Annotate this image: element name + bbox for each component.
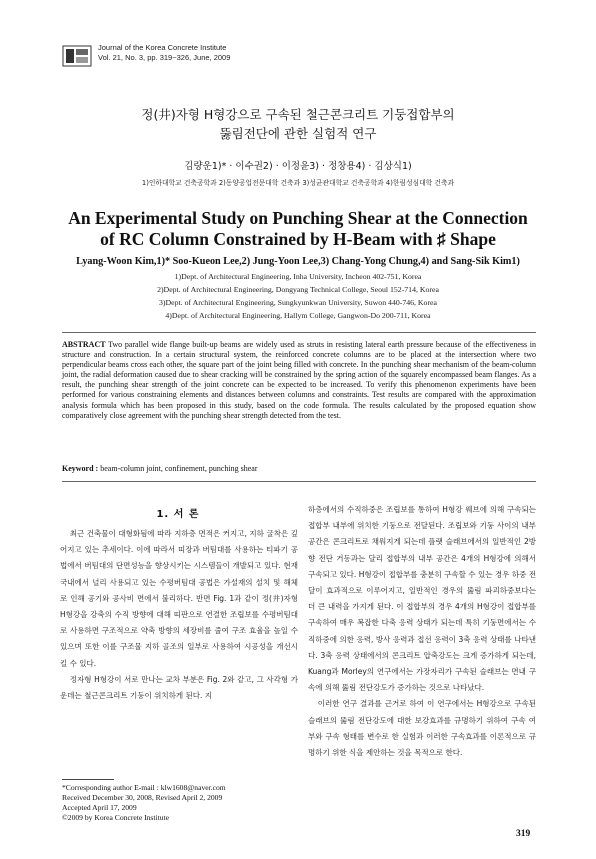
keywords bbox=[62, 464, 536, 473]
korean-title-line2: 뚫림전단에 관한 실험적 연구 bbox=[219, 126, 377, 141]
footnote-corresponding: *Corresponding author E-mail : klw1608@naver.com bbox=[62, 783, 226, 792]
paragraph: 이러한 연구 결과를 근거로 하여 이 연구에서는 H형강으로 구속된 슬래브의 뚫림 전단강도에 대한 보강효과를 규명하기 위하여 구속 여부와 구속 형태를 변수로 한 실험과 이러한 구속효과를 이론적으로 규명하기 위한 식을 제안하는 것을 목적으로 한다. bbox=[308, 699, 536, 758]
body-left-column bbox=[60, 526, 298, 704]
english-affiliation-1: 1)Dept. of Architectural Engineering, Inha University, Incheon 402-751, Korea bbox=[174, 272, 422, 281]
footnotes bbox=[62, 783, 302, 823]
paragraph: 하층에서의 수직하중은 조립보를 통하여 H형강 웨브에 의해 구속되는 접합부 내부에 위치한 기둥으로 전달된다. 조립보와 기둥 사이의 내부 공간은 콘크리트로 채워지게 되는데 플랫 슬래브에서의 일반적인 2방향 전단 거동과는 달리 접합부의 내부 공간은 4개의 H형강에 의해서 구속되고 있다. H형강이 접합부를 충분히 구속할 수 있는 경우 하중 전달이 효과적으로 이루어지고, 일반적인 경우의 뚫림 파괴하중보다는 더 큰 내력을 가지게 된다. 이 접합부의 경우 4개의 H형강이 접합부를 구속하여 매우 복잡한 다축 응력 상태가 되는데 특히 기둥면에서는 수직하중에 의한 응력, 방사 응력과 접선 응력이 3축 응력 상태를 나타낸다. 3축 응력 상태에서의 콘크리트 압축강도는 크게 증가하게 되는데, Kuang과 Morley의 연구에서는 가장자리가 구속된 슬래브는 면내 구속에 의해 뚫림 전단강도가 증가하는 것으로 나타났다. bbox=[308, 505, 536, 693]
footnote-copyright: ©2009 by Korea Concrete Institute bbox=[62, 813, 169, 822]
english-title-line1: An Experimental Study on Punching Shear at the Connection bbox=[68, 208, 528, 228]
english-authors: Lyang-Woon Kim,1)* Soo-Kueon Lee,2) Jung-Yoon Lee,3) Chang-Yong Chung,4) and Sang-Sik Kim1) bbox=[76, 256, 520, 267]
journal-name: Journal of the Korea Concrete Institute bbox=[98, 43, 227, 52]
korean-authors: 김량운1)* · 이수권2) · 이정윤3) · 정창용4) · 김상식1) bbox=[184, 161, 412, 172]
abstract-top-rule bbox=[62, 332, 536, 333]
keywords-text: beam-column joint, confinement, punching shear bbox=[100, 464, 258, 473]
kci-logo-icon bbox=[62, 45, 92, 67]
footnote-received: Received December 30, 2008, Revised April 2, 2009 bbox=[62, 793, 223, 802]
abstract-text: Two parallel wide flange built-up beams are widely used as struts in resisting lateral earth pressure because of the effectiveness in structure and construction. In a certain structural system, the reinforced concrete columns are to be placed at the intersection where two perpendicular beams cross each other, the square part of the joint being filled with concrete. In the punching shear mechanism of the beam-column joint, the radial deformation caused due to shear cracking will be constrained by the spring action of the squarely encompassed beam flanges. As a result, the punching shear strength of the joint concrete can be expected to be increased. To verify this phenomenon experiments have been performed for various constraining elements and distances between columns and constraints. Test results are compared with the approximation analysis formula which has been proposed in this study, based on the code formula. The results calculated by the proposed equation show comparatively close agreement with the punching shear strength detected from the test. bbox=[62, 340, 536, 420]
journal-issue: Vol. 21, No. 3, pp. 319~326, June, 2009 bbox=[98, 53, 231, 62]
english-affiliation-4: 4)Dept. of Architectural Engineering, Hallym College, Gangwon-Do 200-711, Korea bbox=[165, 311, 431, 320]
page-number: 319 bbox=[516, 829, 531, 839]
english-title-line2: of RC Column Constrained by H-Beam with ♯ Shape bbox=[100, 229, 496, 249]
body-right-column bbox=[308, 502, 536, 761]
korean-affiliations: 1)인하대학교 건축공학과 2)동양공업전문대학 건축과 3)성균관대학교 건축공학과 4)한림성심대학 건축과 bbox=[141, 179, 455, 187]
paragraph: 최근 건축물이 대형화됨에 따라 지하층 면적은 커지고, 지하 굴착은 깊어지고 있는 추세이다. 이에 따라서 띠장과 버팀대를 사용하는 티파기 공법에서 버팀대의 단면성능을 향상시키는 시스템들이 개발되고 있다. 현재 국내에서 널리 사용되고 있는 수평버팀대 공법은 가설재의 설치 및 해체로 인해 공기와 공사비 면에서 불리하다. 반면 Fig. 1과 같이 정(井)자형 H형강을 강축의 수직 방향에 대해 띠판으로 연결한 조립보를 수평버팀대로 사용하면 구조적으로 약축 방향의 세장비를 줄여 구조 효율을 높일 수 있으며 또한 이를 구조물 지하 골조의 일부로 사용하여 시공성을 개선시킬 수 있다. bbox=[60, 529, 298, 668]
footnote-accepted: Accepted April 17, 2009 bbox=[62, 803, 137, 812]
paragraph: 정자형 H형강이 서로 만나는 교차 부분은 Fig. 2와 같고, 그 사각형 가운데는 철근콘크리트 기둥이 위치하게 된다. 지 bbox=[60, 674, 298, 701]
footnote-rule bbox=[62, 779, 114, 780]
section-heading: 1. 서 론 bbox=[156, 509, 200, 520]
english-affiliation-2: 2)Dept. of Architectural Engineering, Dongyang Technical College, Seoul 152-714, Korea bbox=[157, 285, 439, 294]
keywords-label: Keyword : bbox=[62, 464, 99, 473]
abstract bbox=[62, 340, 536, 421]
abstract-label: ABSTRACT bbox=[62, 340, 106, 349]
abstract-bottom-rule bbox=[62, 481, 536, 482]
english-affiliation-3: 3)Dept. of Architectural Engineering, Sungkyunkwan University, Suwon 440-746, Korea bbox=[159, 298, 437, 307]
korean-title-line1: 정(井)자형 H형강으로 구속된 철근콘크리트 기둥접합부의 bbox=[141, 107, 455, 122]
